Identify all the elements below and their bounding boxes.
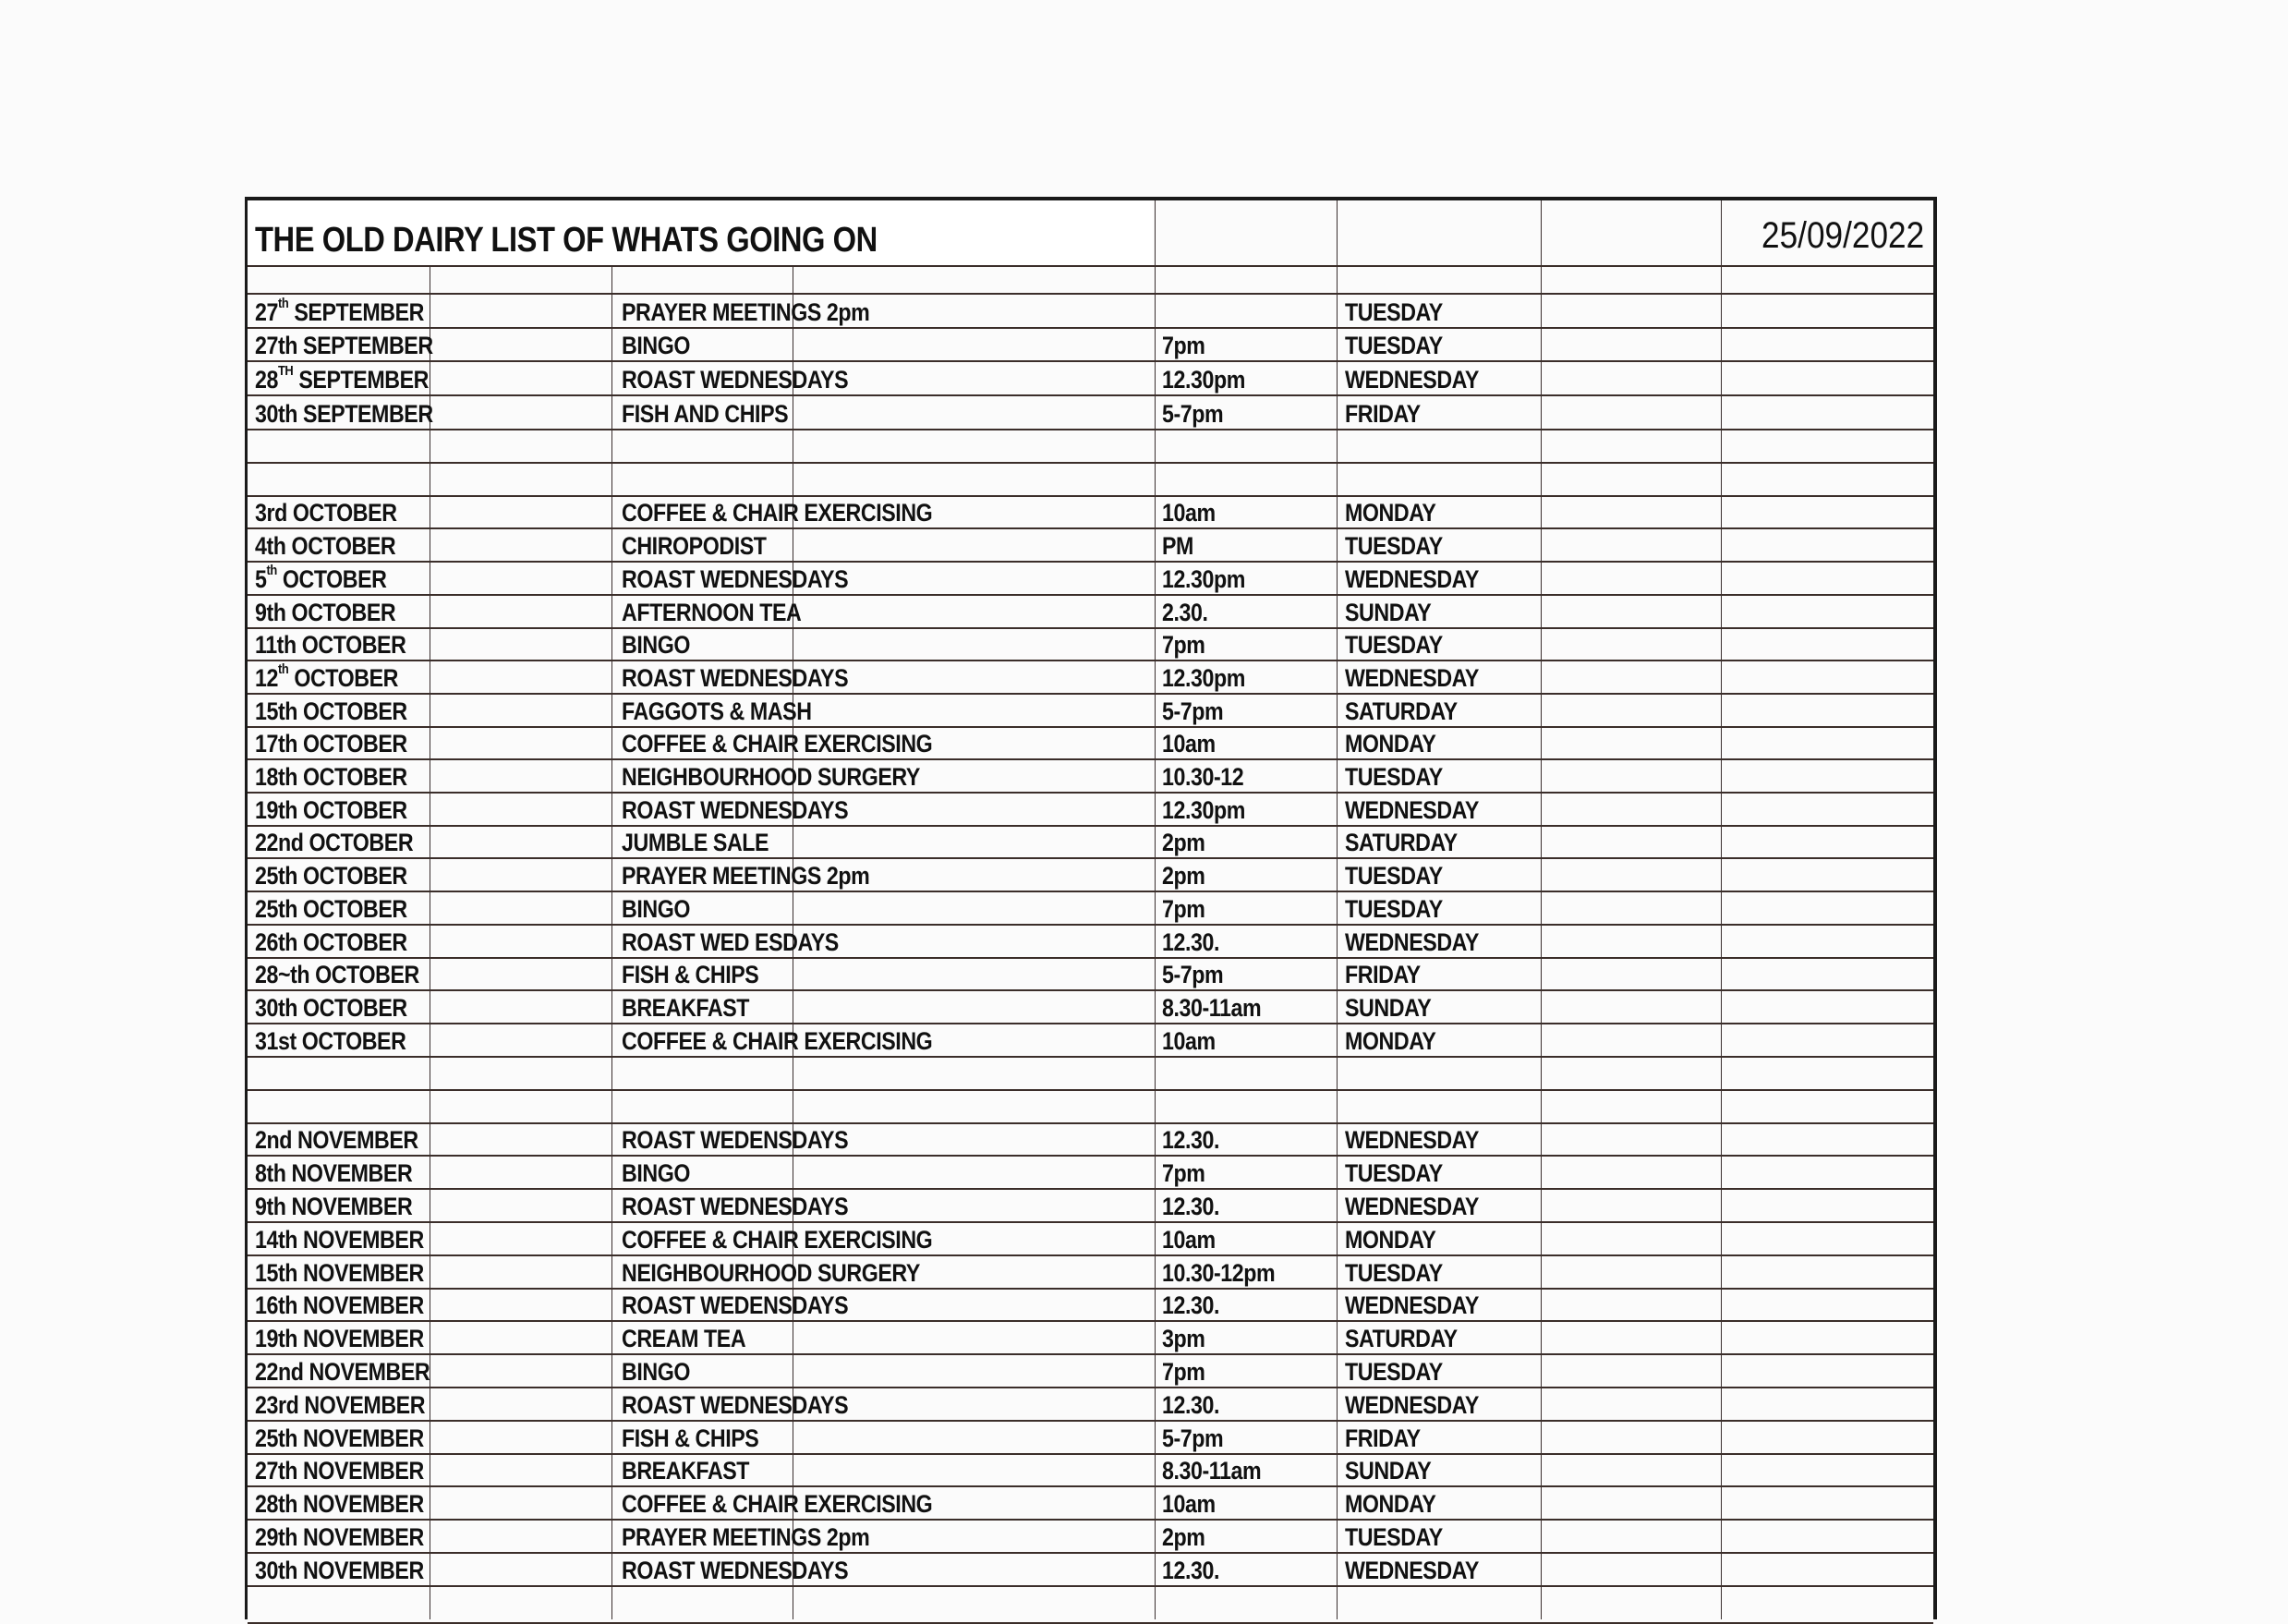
cell-date: 8th NOVEMBER <box>255 1159 413 1188</box>
cell-time: 2pm <box>1162 829 1205 857</box>
cell-event: ROAST WEDNESDAYS <box>622 1193 849 1221</box>
cell-day: TUESDAY <box>1345 1159 1443 1188</box>
cell-time: 7pm <box>1162 332 1205 360</box>
cell-day: WEDNESDAY <box>1345 1556 1479 1584</box>
cell-day: MONDAY <box>1345 499 1436 527</box>
table-row <box>248 860 1933 893</box>
table-row <box>248 497 1933 530</box>
table-row <box>248 1024 1933 1058</box>
cell-day: SUNDAY <box>1345 1457 1432 1485</box>
cell-time: 5-7pm <box>1162 1424 1224 1452</box>
cell-date: 27th SEPTEMBER <box>255 332 433 360</box>
cell-date: 2nd NOVEMBER <box>255 1126 418 1155</box>
cell-day: SATURDAY <box>1345 1325 1458 1353</box>
table-row <box>248 1388 1933 1422</box>
blank-row <box>248 1091 1933 1124</box>
cell-time: 12.30. <box>1162 1556 1219 1584</box>
cell-event: ROAST WEDNESDAYS <box>622 663 849 692</box>
cell-date: 25th OCTOBER <box>255 862 407 891</box>
cell-date: 27th SEPTEMBER <box>255 295 424 326</box>
cell-event: COFFEE & CHAIR EXERCISING <box>622 1026 933 1055</box>
cell-time: 7pm <box>1162 894 1205 923</box>
cell-day: WEDNESDAY <box>1345 366 1479 394</box>
table-row <box>248 1190 1933 1223</box>
cell-event: PRAYER MEETINGS 2pm <box>622 862 870 891</box>
cell-day: TUESDAY <box>1345 332 1443 360</box>
cell-day: MONDAY <box>1345 1026 1436 1055</box>
table-row <box>248 1124 1933 1157</box>
cell-date: 5th OCTOBER <box>255 562 387 593</box>
cell-date: 28th NOVEMBER <box>255 1490 424 1519</box>
cell-event: BREAKFAST <box>622 993 750 1022</box>
cell-event: ROAST WEDNESDAYS <box>622 1390 849 1419</box>
cell-event: ROAST WEDNESDAYS <box>622 366 849 394</box>
cell-event: AFTERNOON TEA <box>622 598 802 626</box>
cell-event: PRAYER MEETINGS 2pm <box>622 297 870 326</box>
table-row <box>248 1422 1933 1455</box>
cell-time: 3pm <box>1162 1325 1205 1353</box>
blank-row <box>248 267 1933 295</box>
cell-date: 30th NOVEMBER <box>255 1556 424 1584</box>
cell-date: 12th OCTOBER <box>255 661 399 692</box>
cell-event: BINGO <box>622 1159 690 1188</box>
cell-time: 7pm <box>1162 631 1205 660</box>
cell-date: 14th NOVEMBER <box>255 1225 424 1254</box>
table-row <box>248 1554 1933 1587</box>
cell-event: COFFEE & CHAIR EXERCISING <box>622 1225 933 1254</box>
cell-event: ROAST WEDNESDAYS <box>622 1556 849 1584</box>
cell-time: 2.30. <box>1162 598 1208 626</box>
cell-date: 22nd OCTOBER <box>255 829 414 857</box>
cell-event: COFFEE & CHAIR EXERCISING <box>622 730 933 758</box>
cell-date: 23rd NOVEMBER <box>255 1390 426 1419</box>
cell-date: 30th OCTOBER <box>255 993 407 1022</box>
cell-time: 12.30pm <box>1162 564 1245 593</box>
cell-time: 10am <box>1162 1225 1216 1254</box>
cell-time: 8.30-11am <box>1162 993 1262 1022</box>
cell-day: SATURDAY <box>1345 829 1458 857</box>
cell-day: FRIDAY <box>1345 399 1421 428</box>
cell-event: FISH & CHIPS <box>622 961 759 989</box>
cell-event: BINGO <box>622 894 690 923</box>
cell-event: FISH & CHIPS <box>622 1424 759 1452</box>
cell-day: TUESDAY <box>1345 631 1443 660</box>
cell-day: TUESDAY <box>1345 1523 1443 1552</box>
blank-row <box>248 430 1933 464</box>
blank-row <box>248 1587 1933 1624</box>
cell-event: NEIGHBOURHOOD SURGERY <box>622 1258 920 1287</box>
cell-time: 7pm <box>1162 1159 1205 1188</box>
cell-day: FRIDAY <box>1345 1424 1421 1452</box>
cell-time: 2pm <box>1162 1523 1205 1552</box>
cell-day: SATURDAY <box>1345 697 1458 725</box>
blank-row <box>248 464 1933 497</box>
cell-date: 30th SEPTEMBER <box>255 399 433 428</box>
cell-day: WEDNESDAY <box>1345 1126 1479 1155</box>
table-row <box>248 1290 1933 1323</box>
cell-event: JUMBLE SALE <box>622 829 769 857</box>
cell-date: 25th OCTOBER <box>255 894 407 923</box>
cell-date: 19th NOVEMBER <box>255 1325 424 1353</box>
cell-time: 12.30pm <box>1162 366 1245 394</box>
cell-event: NEIGHBOURHOOD SURGERY <box>622 763 920 792</box>
table-row <box>248 629 1933 662</box>
cell-day: WEDNESDAY <box>1345 564 1479 593</box>
cell-time: 8.30-11am <box>1162 1457 1262 1485</box>
cell-date: 9th NOVEMBER <box>255 1193 413 1221</box>
cell-time: 12.30. <box>1162 1126 1219 1155</box>
table-row <box>248 760 1933 794</box>
cell-date: 15th OCTOBER <box>255 697 407 725</box>
cell-day: SUNDAY <box>1345 993 1432 1022</box>
cell-date: 19th OCTOBER <box>255 795 407 824</box>
table-row <box>248 1488 1933 1521</box>
table-row <box>248 827 1933 860</box>
blank-row <box>248 1058 1933 1091</box>
cell-time: 12.30. <box>1162 927 1219 956</box>
cell-day: MONDAY <box>1345 1225 1436 1254</box>
cell-date: 15th NOVEMBER <box>255 1258 424 1287</box>
cell-day: WEDNESDAY <box>1345 1291 1479 1320</box>
cell-day: MONDAY <box>1345 1490 1436 1519</box>
cell-event: BINGO <box>622 631 690 660</box>
cell-event: ROAST WEDNESDAYS <box>622 795 849 824</box>
cell-time: 12.30. <box>1162 1291 1219 1320</box>
cell-date: 29th NOVEMBER <box>255 1523 424 1552</box>
cell-date: 28~th OCTOBER <box>255 961 419 989</box>
cell-event: ROAST WEDNESDAYS <box>622 564 849 593</box>
cell-time: 10am <box>1162 730 1216 758</box>
table-row <box>248 1323 1933 1356</box>
cell-day: WEDNESDAY <box>1345 663 1479 692</box>
cell-event: ROAST WED ESDAYS <box>622 927 839 956</box>
table-row <box>248 1157 1933 1191</box>
cell-day: WEDNESDAY <box>1345 1193 1479 1221</box>
cell-time: 2pm <box>1162 862 1205 891</box>
table-row <box>248 892 1933 926</box>
table-row <box>248 1256 1933 1290</box>
document-title: THE OLD DAIRY LIST OF WHATS GOING ON <box>255 221 878 260</box>
table-row <box>248 1521 1933 1554</box>
table-row <box>248 661 1933 695</box>
table-row <box>248 1455 1933 1488</box>
cell-event: CHIROPODIST <box>622 532 767 561</box>
cell-date: 31st OCTOBER <box>255 1026 406 1055</box>
table-row <box>248 926 1933 959</box>
table-row <box>248 563 1933 596</box>
cell-day: TUESDAY <box>1345 862 1443 891</box>
cell-date: 17th OCTOBER <box>255 730 407 758</box>
cell-time: 10am <box>1162 499 1216 527</box>
header-row <box>248 200 1933 267</box>
cell-date: 28TH SEPTEMBER <box>255 363 429 394</box>
table-row <box>248 596 1933 629</box>
cell-event: PRAYER MEETINGS 2pm <box>622 1523 870 1552</box>
cell-time: 5-7pm <box>1162 697 1224 725</box>
table-row <box>248 396 1933 430</box>
cell-day: TUESDAY <box>1345 1358 1443 1387</box>
cell-event: FAGGOTS & MASH <box>622 697 812 725</box>
cell-event: ROAST WEDENSDAYS <box>622 1291 849 1320</box>
cell-time: 12.30pm <box>1162 795 1245 824</box>
cell-day: TUESDAY <box>1345 532 1443 561</box>
cell-date: 9th OCTOBER <box>255 598 396 626</box>
cell-event: BINGO <box>622 332 690 360</box>
table-row <box>248 1355 1933 1388</box>
cell-time: 12.30. <box>1162 1390 1219 1419</box>
table-row <box>248 991 1933 1024</box>
cell-event: ROAST WEDENSDAYS <box>622 1126 849 1155</box>
cell-time: 10.30-12pm <box>1162 1258 1276 1287</box>
cell-day: WEDNESDAY <box>1345 927 1479 956</box>
cell-date: 25th NOVEMBER <box>255 1424 424 1452</box>
cell-event: FISH AND CHIPS <box>622 399 789 428</box>
table-row <box>248 530 1933 564</box>
table-row <box>248 959 1933 992</box>
table-row <box>248 295 1933 329</box>
cell-time: PM <box>1162 532 1193 561</box>
cell-date: 4th OCTOBER <box>255 532 396 561</box>
cell-day: TUESDAY <box>1345 763 1443 792</box>
cell-time: 12.30pm <box>1162 663 1245 692</box>
cell-event: COFFEE & CHAIR EXERCISING <box>622 499 933 527</box>
cell-day: TUESDAY <box>1345 297 1443 326</box>
cell-day: WEDNESDAY <box>1345 795 1479 824</box>
cell-date: 18th OCTOBER <box>255 763 407 792</box>
cell-event: BINGO <box>622 1358 690 1387</box>
cell-time: 5-7pm <box>1162 399 1224 428</box>
table-row <box>248 362 1933 396</box>
cell-day: TUESDAY <box>1345 1258 1443 1287</box>
cell-date: 11th OCTOBER <box>255 631 406 660</box>
cell-event: CREAM TEA <box>622 1325 746 1353</box>
cell-time: 5-7pm <box>1162 961 1224 989</box>
cell-day: SUNDAY <box>1345 598 1432 626</box>
cell-time: 7pm <box>1162 1358 1205 1387</box>
cell-day: WEDNESDAY <box>1345 1390 1479 1419</box>
table-row <box>248 728 1933 761</box>
document-date: 25/09/2022 <box>1761 215 1924 256</box>
table-row <box>248 695 1933 728</box>
table-row <box>248 1223 1933 1256</box>
cell-time: 10.30-12 <box>1162 763 1244 792</box>
schedule-table <box>245 197 1937 1619</box>
cell-time: 10am <box>1162 1026 1216 1055</box>
cell-date: 22nd NOVEMBER <box>255 1358 430 1387</box>
cell-time: 10am <box>1162 1490 1216 1519</box>
cell-time: 12.30. <box>1162 1193 1219 1221</box>
cell-date: 3rd OCTOBER <box>255 499 397 527</box>
cell-date: 27th NOVEMBER <box>255 1457 424 1485</box>
cell-day: FRIDAY <box>1345 961 1421 989</box>
cell-day: TUESDAY <box>1345 894 1443 923</box>
cell-date: 16th NOVEMBER <box>255 1291 424 1320</box>
cell-event: COFFEE & CHAIR EXERCISING <box>622 1490 933 1519</box>
cell-event: BREAKFAST <box>622 1457 750 1485</box>
table-row <box>248 794 1933 827</box>
cell-day: MONDAY <box>1345 730 1436 758</box>
cell-date: 26th OCTOBER <box>255 927 407 956</box>
table-row <box>248 329 1933 363</box>
